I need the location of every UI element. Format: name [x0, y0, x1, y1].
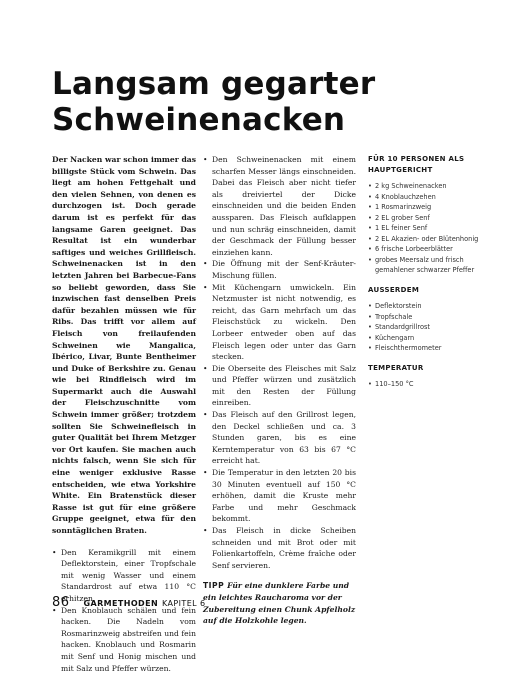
temperature-list	[368, 379, 494, 390]
equipment-item: • Küchengarn	[368, 333, 494, 344]
title-line-2: Schweinenacken	[52, 102, 346, 138]
equipment-item: • Tropfschale	[368, 312, 494, 323]
equipment-item: • Deflektorstein	[368, 301, 494, 312]
ingredient-item: • 2 EL grober Senf	[368, 213, 494, 224]
step-item: • Die Öffnung mit der Senf-Kräuter-Mischung füllen.	[203, 258, 356, 281]
ingredient-item: • 6 frische Lorbeerblätter	[368, 244, 494, 255]
equipment-list	[368, 301, 494, 354]
step-item: • Den Schweinenacken mit einem scharfen Messer längs einschneiden. Dabei das Fleisch aber nicht tiefer als dreiviertel der Dicke einschneiden und die beiden Enden aussparen. Das Fleisch aufklappen und nun schräg einschneiden, damit der Geschmack der Füllung besser einziehen kann.	[203, 154, 356, 258]
servings-heading: FÜR 10 PERSONEN ALS HAUPTGERICHT	[368, 155, 465, 174]
equipment-item: • Fleischthermometer	[368, 343, 494, 354]
ingredient-item: • grobes Meersalz und frisch gemahlener schwarzer Pfeffer	[368, 255, 494, 276]
ingredients-list	[368, 181, 494, 276]
equipment-heading: AUSSERDEM	[368, 285, 420, 294]
column-sidebar	[368, 154, 494, 399]
ingredient-item: • 1 Rosmarinzweig	[368, 202, 494, 213]
steps-list-middle	[203, 154, 356, 571]
step-item: • Den Knoblauch schälen und fein hacken. Die Nadeln vom Rosmarinzweig abstreifen und fein hacken. Knoblauch und Rosmarin mit Senf und Honig mischen und mit Salz und Pfeffer würzen.	[52, 605, 196, 674]
column-middle	[203, 154, 356, 627]
ingredient-item: • 1 EL feiner Senf	[368, 223, 494, 234]
temperature-item: • 110–150 °C	[368, 379, 494, 390]
ingredient-item: • 4 Knoblauchzehen	[368, 192, 494, 203]
tip-text: Für eine dunklere Farbe und ein leichtes Raucharoma vor der Zubereitung einen Chunk Apfelholz auf die Holzkohle legen.	[203, 581, 356, 626]
chapter-label: KAPITEL 6	[162, 599, 206, 608]
page-title	[52, 66, 492, 138]
step-item: • Das Fleisch in dicke Scheiben schneiden und mit Brot oder mit Folienkartoffeln, Crème fraîche oder Senf servieren.	[203, 525, 356, 571]
tip-box	[203, 580, 356, 626]
ingredient-item: • 2 EL Akazien- oder Blütenhonig	[368, 234, 494, 245]
step-item: • Mit Küchengarn umwickeln. Ein Netzmuster ist nicht notwendig, es reicht, das Garn mehrfach um das Fleischstück zu wickeln. Den Lorbeer entweder oben auf das Fleisch legen oder unter das Garn stecken.	[203, 282, 356, 363]
tip-label: TIPP	[203, 581, 225, 591]
page-footer	[52, 595, 205, 610]
ingredient-item: • 2 kg Schweinenacken	[368, 181, 494, 192]
equipment-item: • Standardgrillrost	[368, 322, 494, 333]
step-item: • Das Fleisch auf den Grillrost legen, den Deckel schließen und ca. 3 Stunden garen, bis es eine Kerntemperatur von 63 bis 67 °C erreicht hat.	[203, 409, 356, 467]
title-line-1: Langsam gegarter	[52, 66, 376, 102]
intro-text: Der Nacken war schon immer das billigste Stück vom Schwein. Das liegt am hohen Fettgehalt und den vielen Sehnen, von denen es durchzogen ist. Doch gerade darum ist es perfekt für das langsame Garen geeignet. Das Resultat ist ein wunderbar saftiges und weiches Grillfleisch. Schweinenacken ist in den letzten Jahren bei Barbecue-Fans so beliebt geworden, dass Sie inzwischen fast denselben Preis dafür bezahlen müssen wie für Ribs. Das trifft vor allem auf Fleisch von freilaufenden Schweinen wie Mangalica, Ibérico, Livar, Bunte Bentheimer und Duke of Berkshire zu. Genau wie bei Rindfleisch wird im Supermarkt auch die Auswahl der Fleischzuschnitte vom Schwein immer größer; trotzdem sollten Sie Schweinefleisch in guter Qualität bei Ihrem Metzger vor Ort kaufen. Sie machen auch nichts falsch, wenn Sie sich für eine weniger exklusive Rasse entscheiden, wie etwa Yorkshire White. Ein Bratenstück dieser Rasse ist gut für eine größere Gruppe geeignet, etwa für den sonntäglichen Braten.	[52, 155, 196, 535]
step-item: • Die Oberseite des Fleisches mit Salz und Pfeffer würzen und zusätzlich mit den Resten der Füllung einreiben.	[203, 363, 356, 409]
temperature-heading: TEMPERATUR	[368, 363, 424, 372]
page-number: 86	[52, 595, 70, 610]
steps-list-left	[52, 547, 196, 674]
step-item: • Den Keramikgrill mit einem Deflektorstein, einer Tropfschale mit wenig Wasser und einem Standardrost auf etwa 110 °C erhitzen.	[52, 547, 196, 605]
chapter-title: GARMETHODEN	[83, 599, 159, 608]
step-item: • Die Temperatur in den letzten 20 bis 30 Minuten eventuell auf 150 °C erhöhen, damit die Kruste mehr Farbe und mehr Geschmack bekommt.	[203, 467, 356, 525]
